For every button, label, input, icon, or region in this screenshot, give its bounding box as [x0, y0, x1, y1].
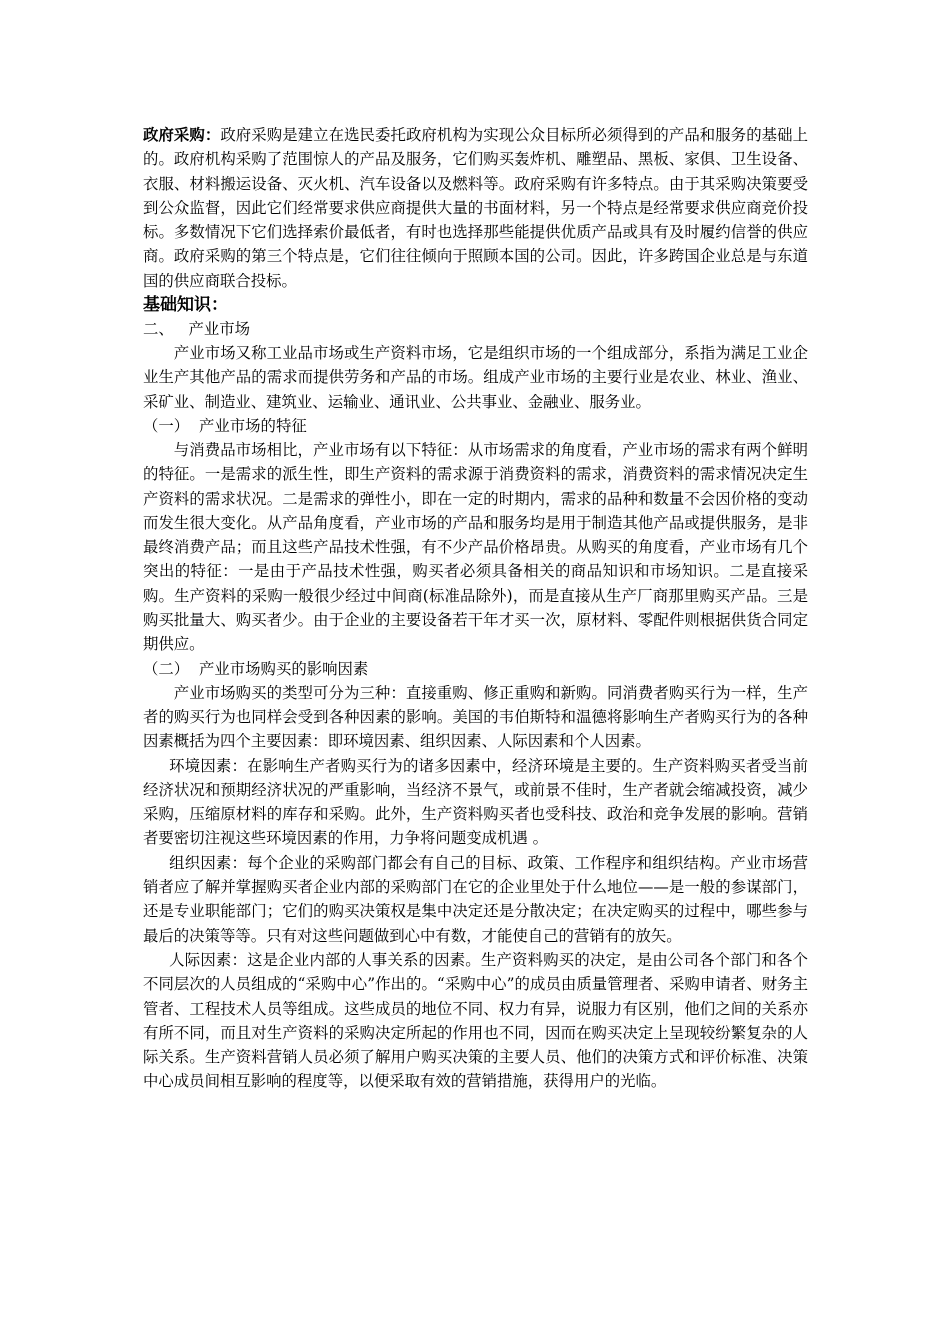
section-2-1-heading [143, 414, 808, 438]
section-2-2-title: 产业市场购买的影响因素 [198, 659, 369, 678]
section-2-2-number: （二） [143, 659, 190, 678]
section-2-number: 二、 [143, 320, 174, 339]
section-2-paragraph: 产业市场又称工业品市场或生产资料市场，它是组织市场的一个组成部分，系指为满足工业企业生产其他产品的需求而提供劳务和产品的市场。组成产业市场的主要行业是农业、林业、渔业、采矿业、制造业、建筑业、运输业、通讯业、公共事业、金融业、服务业。 [143, 344, 808, 411]
environment-factors-paragraph: 环境因素：在影响生产者购买行为的诸多因素中，经济环境是主要的。生产资料购买者受当前经济状况和预期经济状况的严重影响，当经济不景气，或前景不佳时，生产者就会缩减投资，减少采购，压缩原材料的库存和采购。此外，生产资料购买者也受科技、政治和竞争发展的影响。营销者要密切注视这些环境因素的作用，力争将问题变成机遇 。 [143, 756, 808, 848]
government-procurement-label: 政府采购： [143, 126, 221, 144]
section-2-1-number: （一） [143, 416, 190, 435]
government-procurement-text: 政府采购是建立在选民委托政府机构为实现公众目标所必须得到的产品和服务的基础上的。政府机构采购了范围惊人的产品及服务，它们购买轰炸机、雕塑品、黑板、家俱、卫生设备、衣服、材料搬运设备、灭火机、汽车设备以及燃料等。政府采购有许多特点。由于其采购决策要受到公众监督，因此它们经常要求供应商提供大量的书面材料，另一个特点是经常要求供应商竞价投标。多数情况下它们选择索价最低者，有时也选择那些能提供优质产品或具有及时履约信誉的供应商。政府采购的第三个特点是，它们往往倾向于照顾本国的公司。因此，许多跨国企业总是与东道国的供应商联合投标。 [143, 126, 808, 290]
section-2-heading [143, 317, 808, 341]
section-2-1-title: 产业市场的特征 [198, 416, 307, 435]
basics-heading: 基础知识： [143, 295, 228, 316]
interpersonal-factors-paragraph: 人际因素：这是企业内部的人事关系的因素。生产资料购买的决定，是由公司各个部门和各个不同层次的人员组成的“采购中心”作出的。“采购中心”的成员由质量管理者、采购申请者、财务主管者、工程技术人员等组成。这些成员的地位不同、权力有异，说服力有区别，他们之间的关系亦有所不同，而且对生产资料的采购决定所起的作用也不同，因而在购买决定上呈现较纷繁复杂的人际关系。生产资料营销人员必须了解用户购买决策的主要人员、他们的决策方式和评价标准、决策中心成员间相互影响的程度等，以便采取有效的营销措施，获得用户的光临。 [143, 950, 808, 1091]
section-2-2-paragraph: 产业市场购买的类型可分为三种：直接重购、修正重购和新购。同消费者购买行为一样，生产者的购买行为也同样会受到各种因素的影响。美国的韦伯斯特和温德将影响生产者购买行为的各种因素概括为四个主要因素：即环境因素、组织因素、人际因素和个人因素。 [143, 683, 808, 751]
document-page [143, 123, 808, 1094]
section-2-1-paragraph: 与消费品市场相比，产业市场有以下特征：从市场需求的角度看，产业市场的需求有两个鲜明的特征。一是需求的派生性，即生产资料的需求源于消费资料的需求，消费资料的需求情况决定生产资料的需求状况。二是需求的弹性小，即在一定的时期内，需求的品种和数量不会因价格的变动而发生很大变化。从产品角度看，产业市场的产品和服务均是用于制造其他产品或提供服务，是非最终消费产品；而且这些产品技术性强，有不少产品价格昂贵。从购买的角度看，产业市场有几个突出的特征：一是由于产品技术性强，购买者必须具备相关的商品知识和市场知识。二是直接采购。生产资料的采购一般很少经过中间商(标准品除外)，而是直接从生产厂商那里购买产品。三是购买批量大、购买者少。由于企业的主要设备若干年才买一次，原材料、零配件则根据供货合同定期供应。 [143, 440, 808, 654]
section-2-2-heading [143, 657, 808, 681]
government-procurement-paragraph [143, 123, 808, 293]
section-2-title: 产业市场 [188, 320, 251, 339]
organization-factors-paragraph: 组织因素：每个企业的采购部门都会有自己的目标、政策、工作程序和组织结构。产业市场营销者应了解并掌握购买者企业内部的采购部门在它的企业里处于什么地位——是一般的参谋部门，还是专业职能部门；它们的购买决策权是集中决定还是分散决定；在决定购买的过程中，哪些参与最后的决策等等。只有对这些问题做到心中有数，才能使自己的营销有的放矢。 [143, 853, 808, 945]
